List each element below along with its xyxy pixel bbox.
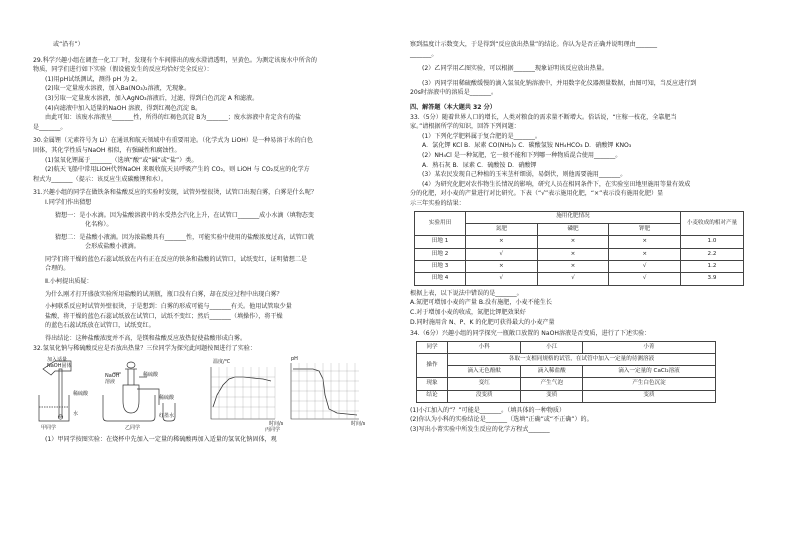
table-cell: 3.9 — [681, 273, 744, 285]
text-line: (1)氢氧化锂属于_______（选填“酸”或“碱”或“盐”）类。 — [45, 156, 198, 164]
text-line: 家。”请根据所学的知识，回答下列问题： — [410, 123, 520, 131]
figure-label: 加入适量 — [47, 357, 68, 364]
left-column — [33, 40, 388, 445]
table-cell: √ — [466, 273, 538, 285]
table-cell: × — [537, 236, 609, 248]
table-cell: × — [537, 248, 609, 260]
text-line: 得出结论：这种盐酸浓度并不高，是镁和盐酸反应放热促使盐酸形成白雾。 — [45, 335, 247, 343]
figure-label: 稀硫酸 — [143, 372, 159, 379]
table-cell: 结论 — [417, 390, 448, 402]
table-header: 施用化肥情况 — [466, 211, 681, 223]
figure-label: pH — [291, 356, 298, 363]
text-line: A.氮肥可增加小麦的产量 B.没有施肥，小麦不能生长 — [410, 299, 553, 307]
table-row — [415, 236, 744, 248]
table-row — [415, 261, 744, 273]
text-line: 20s时溶液中的溶质是_______。 — [410, 89, 498, 97]
fertilizer-table — [414, 211, 744, 286]
table-row — [415, 211, 744, 223]
text-line: (4）为研究化肥对农作物生长情况的影响，研究人员在相同条件下，在实验室田地里施用等量有效成 — [422, 180, 691, 188]
figure-label: NaOH — [105, 373, 120, 380]
text-line: 化名称）。 — [85, 221, 113, 229]
table-cell: 变质 — [583, 390, 716, 402]
table-cell: √ — [609, 273, 681, 285]
text-line: 同学们将干燥的蓝色石蕊试纸放在内有正在反应的铁条和盐酸的试管口，试纸变红，证明猜想二是 — [45, 255, 308, 263]
right-column — [410, 40, 762, 435]
table-cell: 田地 4 — [415, 273, 466, 285]
table-row — [415, 248, 744, 260]
figure-label: 稀硫酸 — [73, 391, 89, 398]
text-line: 程式为_______（提示：该反应生成碳酸锂和水）。 — [33, 175, 168, 183]
text-line: (4)向滤液中加入适量的NaOH 溶液，得到红褐色沉淀 B。 — [45, 104, 202, 112]
figure-label: NaOH固体 — [47, 363, 72, 370]
table-header: 钾肥 — [609, 223, 681, 235]
text-line: D.同时施用含 N、P、K 的化肥可获得最大的小麦产量 — [410, 318, 555, 326]
text-line: (2)航天飞船中常用LiOH代替NaOH 来吸收航天员呼吸产生的 CO₂，则 LiOH 与 CO₂反应的化学方 — [45, 166, 310, 174]
table-cell: × — [466, 236, 538, 248]
text-line: (3)写出小菁实验中所发生反应的化学方程式_______ — [410, 425, 550, 433]
text-line: 是_______。 — [33, 123, 67, 131]
figure-label: 甲同学 — [41, 425, 57, 432]
naoh-experiment-table — [416, 341, 716, 403]
text-line: 盐酸，将干燥的蓝色石蕊试纸放在试管口，试纸不变红；然后_______（填操作），将干燥 — [45, 312, 283, 320]
text-line: (2）乙同学用乙图实验，可以根据_______现象证明该反应放出热量。 — [422, 65, 609, 73]
table-cell: 现象 — [417, 378, 448, 390]
table-cell: 产生气泡 — [521, 378, 583, 390]
text-line: 察到温度计示数变大，于是得到“反应放出热量”的结论。你认为是否正确并说明理由_______ — [410, 41, 658, 48]
table-cell: 滴入一定量的 CaCl₂溶液 — [583, 366, 716, 378]
table-header: 磷肥 — [537, 223, 609, 235]
table-cell: × — [466, 261, 538, 273]
text-line: 合理的。 — [45, 265, 70, 273]
question-33: 33.（5分）随着世界人口的增长，人类对粮食的需求量不断增大。俗话说，“庄稼一枝花，全靠肥当 — [410, 113, 677, 121]
text-line: 物质，同学们进行如下实验（假设能发生的反应均恰好完全反应）： — [33, 66, 213, 74]
table-cell: 田地 3 — [415, 261, 466, 273]
table-cell: 操作 — [417, 354, 448, 378]
figure-label: 红墨水 — [159, 413, 175, 420]
table-row — [417, 341, 716, 353]
text-line: A．氯化钾 KCl B．尿素 CO(NH₂)₂ C．碳酸氢铵 NH₄HCO₃ D．硝酸钾 KNO₃ — [422, 142, 632, 150]
table-cell: × — [537, 261, 609, 273]
table-cell: 小菁 — [583, 341, 716, 353]
table-row — [417, 366, 716, 378]
text-line: C.对于增加小麦的收成，氮肥比钾肥效果好 — [410, 309, 526, 317]
figure-label: 丙同学 — [265, 427, 281, 434]
table-cell: 2.2 — [681, 248, 744, 260]
question-32: 32.氢氧化钠与稀硫酸反应是否放出热量？三位同学为探究此问题按图进行了实验： — [33, 344, 256, 352]
text-line: _______。 — [410, 50, 438, 58]
section-heading: 四、解答题（本大题共 32 分） — [410, 103, 496, 111]
table-header: 实验用田 — [415, 211, 466, 236]
figure-label: 时间/s — [351, 421, 366, 428]
table-cell: 滴入无色酚酞 — [448, 366, 521, 378]
table-cell: 产生白色沉淀 — [583, 378, 716, 390]
table-cell: √ — [609, 261, 681, 273]
text-line: 根据上表，以下说法中错误的是_______。 — [410, 289, 523, 297]
text-line: 为什么刚才打开盛放实验所用盐酸的试剂瓶，瓶口没有白雾，却在反应过程中出现白雾？ — [45, 290, 283, 298]
text-line: 固体，其化学性质与NaOH 相似，有强碱性和腐蚀性。 — [33, 146, 181, 154]
experiment-figure — [33, 355, 388, 433]
table-header: 小麦收成的相对产量 — [681, 211, 744, 236]
table-row — [417, 390, 716, 402]
text-line: (3）某农民发现自己种植的玉米茎杆细弱，易倒伏，则他需要施用_______。 — [422, 171, 627, 179]
text-line: 小柯联系反应时试管外壁很烫，于是想到：白雾的形成可能与_______有关。他用试管取少量 — [45, 303, 292, 311]
table-header: 氮肥 — [466, 223, 538, 235]
text-line: 由此可知：该废水溶液呈_______性，所得的红褐色沉淀 B为_______；废水溶液中肯定含有的盐 — [45, 114, 301, 122]
text-line: (2）NH₄Cl 是一种氮肥，它一般不能和下列哪一种物质混合使用_______。 — [422, 151, 622, 159]
text-line: 或“沿有”） — [53, 41, 84, 48]
table-cell: 变质 — [521, 390, 583, 402]
text-line: 分的化肥，对小麦的产量进行对比研究。下表（“√”表示施用化肥，“×”表示没有施用化肥）显 — [410, 190, 664, 198]
table-cell: × — [609, 236, 681, 248]
table-cell: 田地 2 — [415, 248, 466, 260]
text-line: 会形成盐酸小液滴。 — [85, 243, 140, 251]
text-line: (2)你认为小科的实验结论是_______（选填“正确”或“不正确”）的。 — [410, 416, 593, 424]
table-cell: √ — [537, 273, 609, 285]
text-line: 猜想一：是小水滴。因为盐酸溶液中的水受热会汽化上升，在试管口_______成小水滴（填物态变 — [55, 211, 314, 219]
question-30: 30.金属锂（元素符号为 Li）在通讯和航天领域中有重要用途。（化学式为 LiOH）是一种易溶于水的白色 — [33, 137, 313, 145]
table-row — [417, 354, 716, 366]
section-heading: Ⅱ.小柯提出质疑： — [45, 278, 93, 286]
text-line: 猜想二：是盐酸小液滴。因为浓盐酸具有_______性，可能实验中使用的盐酸浓度过高，试管口就 — [55, 233, 314, 241]
table-row — [417, 378, 716, 390]
figure-label: 时间/s — [269, 421, 284, 428]
table-cell: 变红 — [448, 378, 521, 390]
text-line: (3)另取一定量废水溶液，加入AgNO₃溶液后，过滤，得到白色沉淀 A 和滤液。 — [45, 94, 259, 102]
table-cell: × — [609, 248, 681, 260]
text-line: (2)取一定量废水溶液，加入Ba(NO₃)₂溶液，无现象。 — [45, 85, 191, 93]
text-line: (1）下列化学肥料属于复合肥的是_______。 — [422, 132, 541, 140]
table-cell: 1.0 — [681, 236, 744, 248]
table-row — [415, 273, 744, 285]
table-cell: 没变质 — [448, 390, 521, 402]
table-cell: √ — [466, 248, 538, 260]
text-line: 示三年实验的结果： — [410, 199, 465, 207]
figure-label: 溶液 — [105, 379, 116, 386]
table-cell: 小科 — [448, 341, 521, 353]
text-line: A．熟石灰 B．尿素 C．硫酸铵 D．硝酸钾 — [422, 161, 537, 169]
table-cell: 同学 — [417, 341, 448, 353]
table-cell: 1.2 — [681, 261, 744, 273]
table-cell: 滴入稀盐酸 — [521, 366, 583, 378]
text-line: (1)用pH试纸测试，测得 pH 为 2。 — [45, 75, 142, 83]
text-line: (1）甲同学按图实验：在烧杯中先加入一定量的稀硫酸再加入适量的氢氧化钠固体，观 — [45, 436, 277, 444]
table-cell: 各取一支相同规格的试管，在试管中加入一定量的待测溶液 — [448, 354, 716, 366]
section-heading: Ⅰ.同学们作出猜想 — [45, 198, 92, 206]
figure-label: 水 — [73, 411, 79, 418]
text-line: 的蓝色石蕊试纸放在试管口，试纸变红。 — [45, 322, 155, 330]
figure-label: 稀硫酸 — [159, 395, 175, 402]
text-line: (1)小江加入的“？”可能是_______。（填具体的一种物质） — [410, 406, 566, 414]
table-cell: 小江 — [521, 341, 583, 353]
question-31: 31.兴趣小组的同学在做铁条和盐酸反应的实验时发现，试管外壁很烫，试管口出现白雾，白雾是什么呢？ — [33, 189, 317, 197]
question-29: 29.科学兴趣小组在调查一化工厂时，发现有个车间排出的废水澄清透明，呈黄色。为测定该废水中所含的 — [33, 56, 317, 64]
figure-label: 乙同学 — [125, 425, 141, 432]
text-line: (3）丙同学用稀硫酸缓慢的滴入氢氧化钠溶液中，并用数字化仪器测量数据，由图可知，当反应进行到 — [422, 79, 697, 87]
figure-label: 温度/℃ — [213, 359, 231, 366]
table-cell: 田地 1 — [415, 236, 466, 248]
question-34: 34.（6分）兴趣小组的同学探究一瓶敞口放置的 NaOH溶液是否变质，进行了下述实验： — [410, 330, 651, 338]
